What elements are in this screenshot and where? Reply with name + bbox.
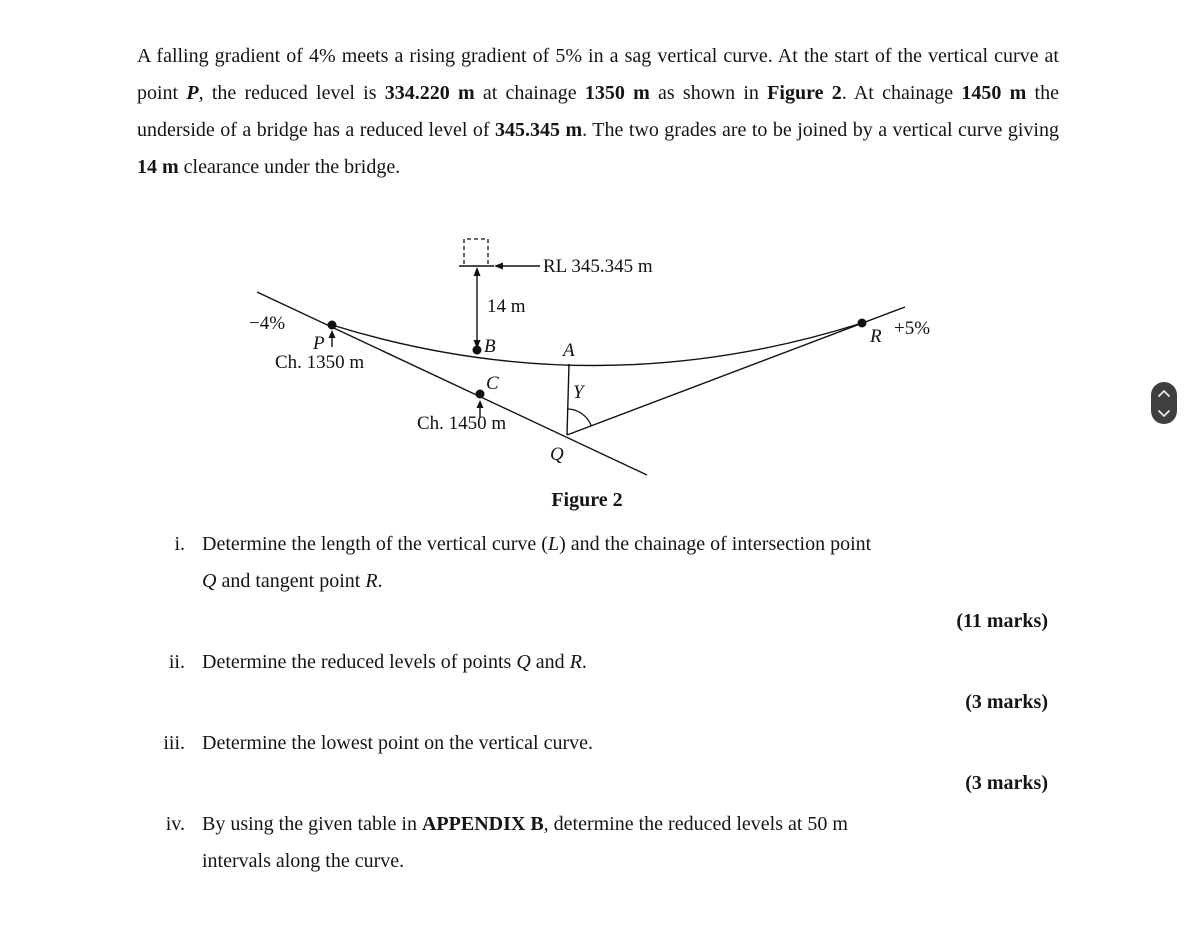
text-segment: at chainage bbox=[474, 82, 585, 104]
vertical-curve bbox=[332, 323, 862, 366]
text-segment: 345.345 m bbox=[495, 119, 583, 141]
label-rl: RL 345.345 m bbox=[543, 256, 653, 277]
label-ch-1350: Ch. 1350 m bbox=[275, 352, 365, 373]
text-segment: P bbox=[186, 82, 199, 104]
text-segment: the underside of a bridge has a reduced level of bbox=[137, 82, 1059, 141]
label-point-p: P bbox=[313, 333, 325, 354]
text-segment: L bbox=[547, 533, 560, 555]
text-segment: , the reduced level is bbox=[198, 82, 385, 104]
text-segment: 334.220 m bbox=[384, 82, 475, 104]
label-grade-left: −4% bbox=[249, 313, 286, 334]
text-segment: . bbox=[377, 570, 383, 592]
clearance-arrowhead-up bbox=[474, 267, 481, 276]
text-segment: Q bbox=[202, 570, 217, 592]
chevron-up-icon bbox=[1158, 390, 1170, 397]
text-segment: , determine the reduced levels at 50 m bbox=[543, 813, 848, 835]
angle-arc bbox=[567, 409, 591, 426]
text-segment: 14 m bbox=[137, 156, 179, 178]
text-segment: R bbox=[365, 570, 378, 592]
text-segment: Figure 2 bbox=[767, 82, 842, 104]
text-segment: . At chainage bbox=[841, 82, 962, 104]
label-ch-1450: Ch. 1450 m bbox=[417, 413, 507, 434]
label-point-a: A bbox=[563, 340, 575, 361]
label-point-y: Y bbox=[573, 382, 584, 403]
text-segment: APPENDIX B bbox=[421, 813, 544, 835]
point-b-dot bbox=[473, 346, 482, 355]
text-segment: Q bbox=[516, 651, 531, 673]
question-body bbox=[202, 806, 1048, 880]
text-segment: ) and the chainage of intersection point bbox=[559, 533, 872, 555]
list-numeral: i. bbox=[174, 533, 185, 555]
document-content bbox=[137, 0, 1059, 880]
text-segment: . bbox=[581, 651, 587, 673]
label-point-r: R bbox=[870, 326, 882, 347]
question-list bbox=[137, 526, 1059, 880]
problem-statement bbox=[137, 38, 1059, 186]
figure-caption: Figure 2 bbox=[551, 489, 623, 511]
p-pointer-arrowhead bbox=[329, 330, 336, 338]
question-item-ii bbox=[137, 644, 1059, 723]
question-item-iii bbox=[137, 725, 1059, 804]
figure-drawing bbox=[237, 230, 937, 485]
label-point-c: C bbox=[486, 373, 499, 394]
text-segment: intervals along the curve. bbox=[202, 850, 405, 872]
scroll-up-button[interactable] bbox=[1151, 384, 1177, 402]
text-segment: clearance under the bridge. bbox=[178, 156, 401, 178]
question-body bbox=[202, 644, 1048, 723]
text-segment: and bbox=[530, 651, 570, 673]
text-segment: Determine the lowest point on the vertical curve. bbox=[202, 732, 593, 754]
question-text bbox=[202, 725, 1048, 762]
question-body bbox=[202, 725, 1048, 804]
text-segment: 1350 m bbox=[584, 82, 650, 104]
c-pointer-arrowhead bbox=[477, 400, 484, 408]
label-grade-right: +5% bbox=[894, 318, 931, 339]
list-numeral: iv. bbox=[165, 813, 185, 835]
rl-arrowhead bbox=[494, 263, 503, 270]
point-c-dot bbox=[476, 390, 485, 399]
text-segment: A falling gradient of 4% meets a rising gradient of 5% in a sag vertical curve. At the start of the vertical curve at point bbox=[137, 45, 1059, 104]
bridge-symbol bbox=[464, 239, 488, 264]
label-point-b: B bbox=[484, 336, 496, 357]
text-segment: 1450 m bbox=[961, 82, 1027, 104]
point-p-dot bbox=[328, 321, 337, 330]
list-numeral: iii. bbox=[163, 732, 185, 754]
text-segment: Determine the length of the vertical curve ( bbox=[202, 533, 548, 555]
question-text bbox=[202, 644, 1048, 681]
point-r-dot bbox=[858, 319, 867, 328]
grade-line-left bbox=[257, 292, 647, 475]
text-segment: . The two grades are to be joined by a vertical curve giving bbox=[582, 119, 1059, 141]
question-item-iv bbox=[137, 806, 1059, 880]
question-text bbox=[202, 806, 1048, 880]
scroll-down-button[interactable] bbox=[1151, 404, 1177, 422]
label-point-q: Q bbox=[550, 444, 564, 465]
figure bbox=[237, 230, 937, 512]
text-segment: as shown in bbox=[649, 82, 768, 104]
question-body bbox=[202, 526, 1048, 642]
list-numeral: ii. bbox=[168, 651, 185, 673]
text-segment: R bbox=[569, 651, 582, 673]
question-item-i bbox=[137, 526, 1059, 642]
offset-line-y bbox=[567, 364, 569, 435]
text-segment: and tangent point bbox=[216, 570, 366, 592]
question-text bbox=[202, 526, 1048, 600]
marks-label: (11 marks) bbox=[956, 610, 1048, 632]
marks-label: (3 marks) bbox=[965, 772, 1048, 794]
chevron-down-icon bbox=[1158, 410, 1170, 417]
scroll-widget bbox=[1151, 382, 1177, 424]
marks-label: (3 marks) bbox=[965, 691, 1048, 713]
text-segment: Determine the reduced levels of points bbox=[202, 651, 517, 673]
label-clearance: 14 m bbox=[487, 296, 526, 317]
text-segment: By using the given table in bbox=[202, 813, 422, 835]
grade-line-right bbox=[567, 307, 905, 435]
